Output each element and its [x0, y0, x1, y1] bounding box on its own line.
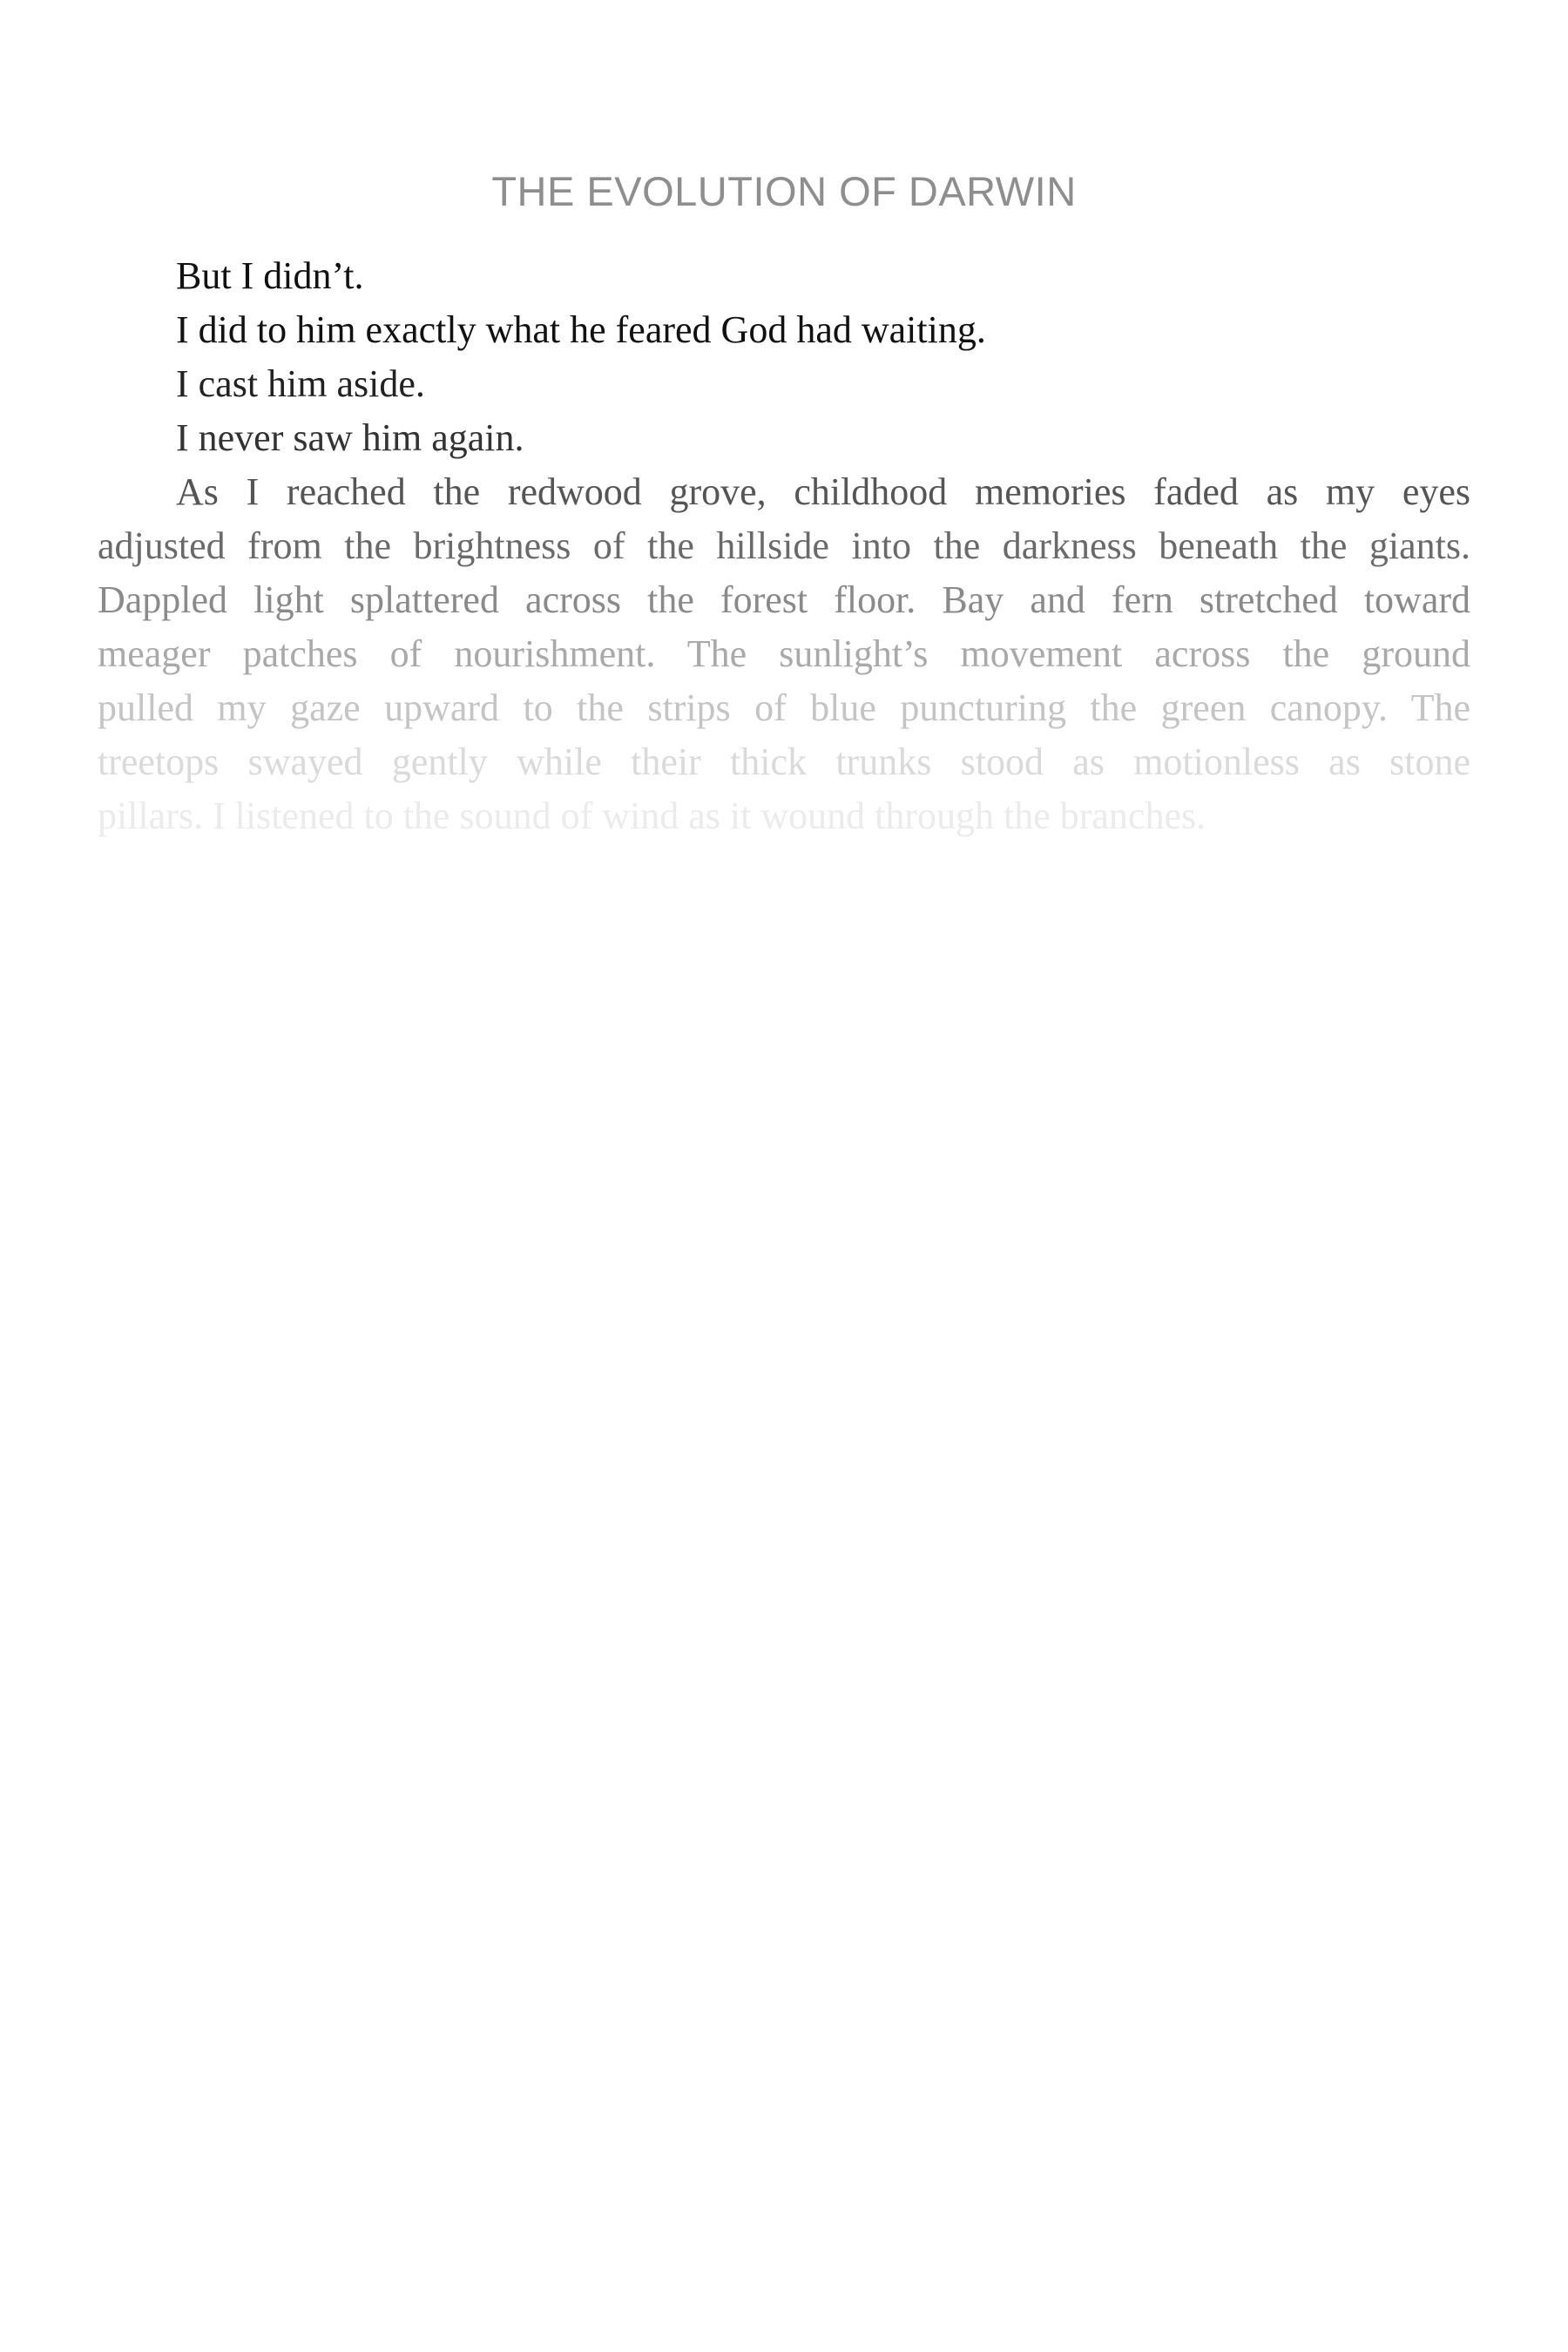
body-text — [98, 249, 1470, 843]
paragraph-line-7: pillars. I listened to the sound of wind as it wound through the branches. — [98, 794, 1206, 837]
paragraph-line-6: treetops swayed gently while their thick trunks stood as motionless as stone — [98, 740, 1470, 783]
fading-paragraph — [98, 465, 1470, 843]
short-line-2: I did to him exactly what he feared God had waiting. — [176, 308, 986, 351]
short-line-3: I cast him aside. — [176, 362, 425, 405]
paragraph-line-1: As I reached the redwood grove, childhood memories faded as my eyes — [176, 470, 1470, 513]
short-line-4: I never saw him again. — [176, 416, 524, 459]
paragraph-line-4: meager patches of nourishment. The sunlight’s movement across the ground — [98, 632, 1470, 675]
short-line-1: But I didn’t. — [176, 254, 364, 297]
running-header-title: THE EVOLUTION OF DARWIN — [491, 168, 1077, 214]
paragraph-line-5: pulled my gaze upward to the strips of blue puncturing the green canopy. The — [98, 686, 1470, 729]
paragraph-line-2: adjusted from the brightness of the hillside into the darkness beneath the giants. — [98, 524, 1470, 567]
paragraph-line-3: Dappled light splattered across the forest floor. Bay and fern stretched toward — [98, 578, 1470, 621]
